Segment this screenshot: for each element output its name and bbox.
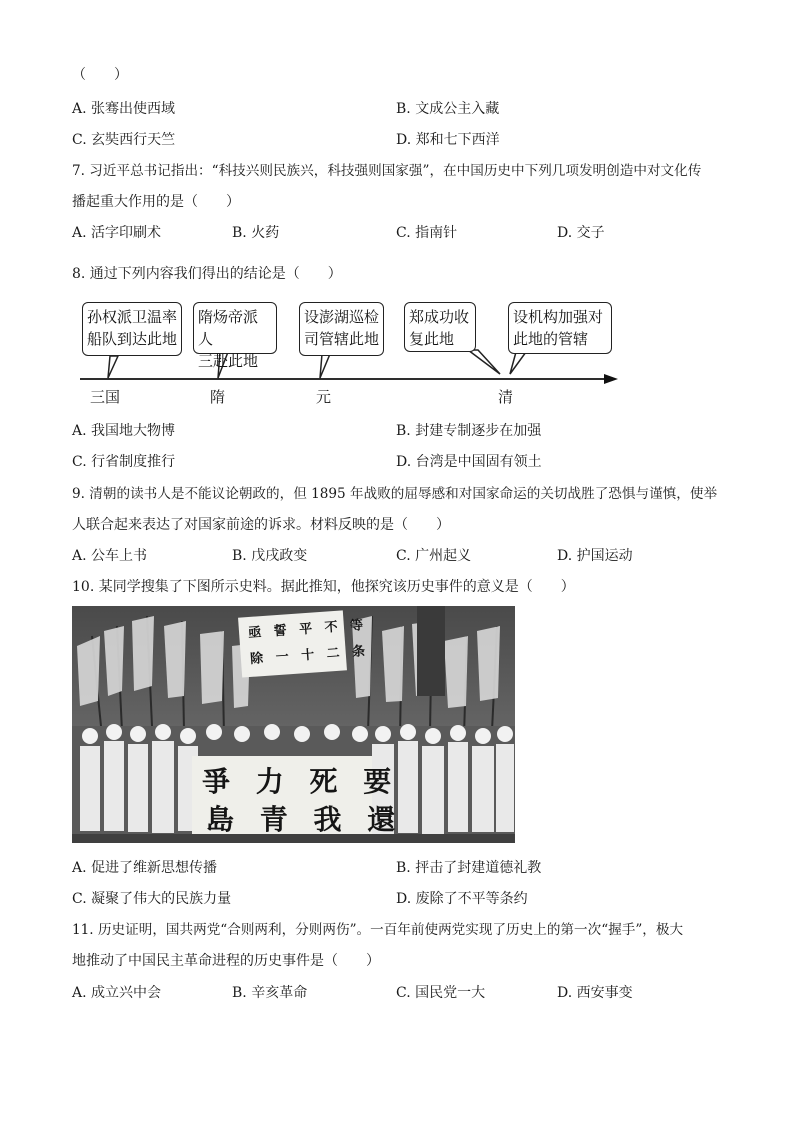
q7-option-b[interactable]: B. 火药 [232,225,280,241]
q8-stem: 8. 通过下列内容我们得出的结论是（ ） [72,266,342,282]
q9-option-a[interactable]: A. 公车上书 [72,548,148,564]
q9-option-b[interactable]: B. 戊戌政变 [232,548,308,564]
q10-stem: 10. 某同学搜集了下图所示史料。据此推知，他探究该历史事件的意义是（ ） [72,579,575,595]
q9-option-c[interactable]: C. 广州起义 [396,548,472,564]
q7-stem-line1: 7. 习近平总书记指出：“科技兴则民族兴，科技强则国家强”，在中国历史中下列几项发明创造中对文化传 [72,163,702,179]
box5-line1: 设机构加强对 [513,308,604,326]
timeline-box-three-kingdoms [82,302,182,356]
q8-option-c[interactable]: C. 行省制度推行 [72,454,176,470]
box5-line2: 此地的管辖 [513,330,589,348]
q8-option-d[interactable]: D. 台湾是中国固有领土 [396,454,542,470]
q9-stem-line2: 人联合起来表达了对国家前途的诉求。材料反映的是（ ） [72,517,450,533]
bubble-tail-1 [108,356,118,378]
box1-line1: 孙权派卫温率 [87,308,178,326]
q11-stem-line2: 地推动了中国民主革命进程的历史事件是（ ） [72,953,380,969]
box4-line1: 郑成功收 [409,308,470,326]
box3-line1: 设澎湖巡检 [304,308,380,326]
q6-option-d[interactable]: D. 郑和七下西洋 [396,132,500,148]
q6-option-a[interactable]: A. 张骞出使西域 [72,101,176,117]
q10-option-d[interactable]: D. 废除了不平等条约 [396,891,528,907]
q11-option-a[interactable]: A. 成立兴中会 [72,985,162,1001]
q9-stem-line1: 9. 清朝的读书人是不能议论朝政的，但 1895 年战败的屈辱感和对国家命运的关切战胜了恐惧与谨慎，使举 [72,486,718,502]
bubble-tail-4 [468,350,500,374]
bubble-tail-5 [510,352,526,374]
q11-stem-line1: 11. 历史证明，国共两党“合则两利，分则两伤”。一百年前使两党实现了历史上的第一次“握手”，极大 [72,922,684,938]
box2-line1: 隋炀帝派人 [198,308,259,348]
q6-answer-bracket: （ ） [72,67,128,83]
box2-line2: 三赴此地 [198,352,259,370]
q7-option-c[interactable]: C. 指南针 [396,225,458,241]
q6-option-b[interactable]: B. 文成公主入藏 [396,101,500,117]
timeline-box-qing-1 [404,302,476,352]
box3-line2: 司管辖此地 [304,330,380,348]
q8-option-a[interactable]: A. 我国地大物博 [72,423,176,439]
bottom-banner-line1: 爭 力 死 要 [202,765,400,798]
q7-option-d[interactable]: D. 交子 [557,225,605,241]
q10-option-c[interactable]: C. 凝聚了伟大的民族力量 [72,891,232,907]
q10-option-b[interactable]: B. 抨击了封建道德礼教 [396,860,542,876]
q7-stem-line2: 播起重大作用的是（ ） [72,194,240,210]
timeline-arrowhead [604,374,618,384]
bottom-banner-line2: 島 青 我 還 [206,803,404,836]
box4-line2: 复此地 [409,330,455,348]
q11-option-c[interactable]: C. 国民党一大 [396,985,486,1001]
box1-line2: 船队到达此地 [87,330,178,348]
timeline-box-sui [193,302,277,370]
timeline-box-yuan [299,302,384,356]
top-banner-line1: 亟 誓 平 不 等 [247,617,368,642]
q11-option-d[interactable]: D. 西安事变 [557,985,633,1001]
timeline-arrow-svg [0,0,794,420]
era-yuan: 元 [316,388,332,406]
q6-option-c[interactable]: C. 玄奘西行天竺 [72,132,176,148]
top-banner-line2: 除 一 十 二 条 [249,643,370,668]
q8-option-b[interactable]: B. 封建专制逐步在加强 [396,423,542,439]
era-sui: 隋 [210,388,226,406]
q10-option-a[interactable]: A. 促进了维新思想传播 [72,860,218,876]
era-three-kingdoms: 三国 [90,388,121,406]
q7-option-a[interactable]: A. 活字印刷术 [72,225,162,241]
era-qing: 清 [498,388,514,406]
may-fourth-protest-photo [72,606,515,843]
bubble-tail-3 [320,354,330,378]
timeline-box-qing-2 [508,302,612,354]
q9-option-d[interactable]: D. 护国运动 [557,548,633,564]
q11-option-b[interactable]: B. 辛亥革命 [232,985,308,1001]
